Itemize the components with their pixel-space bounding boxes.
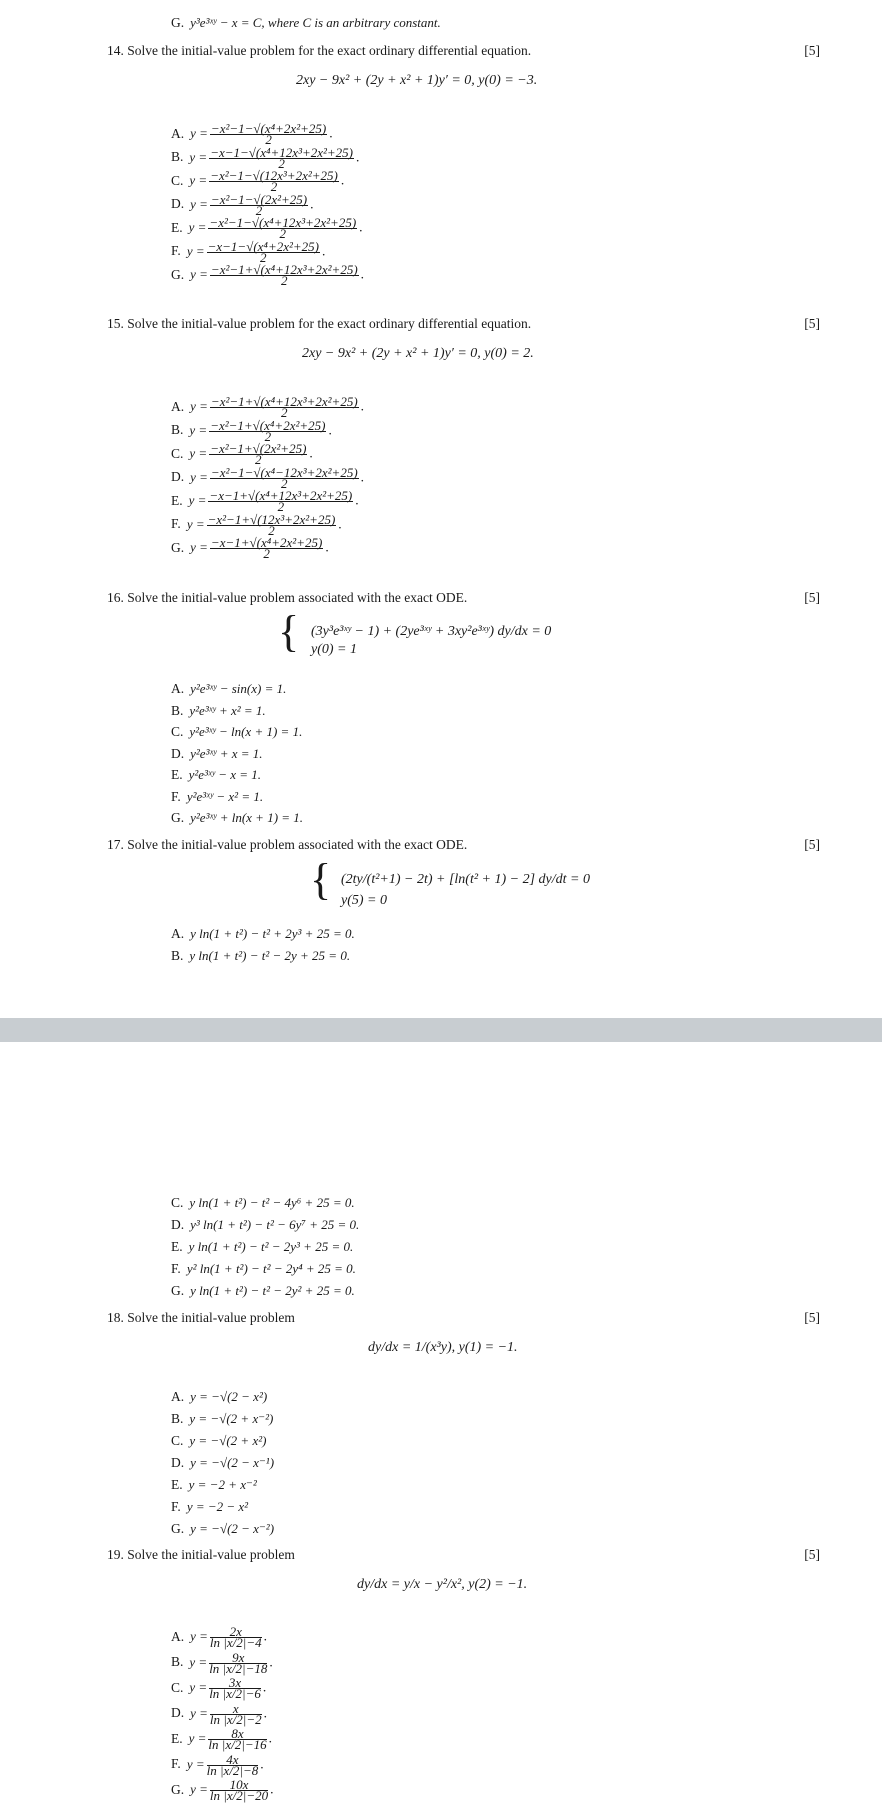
option-label: C.	[171, 445, 184, 461]
question-18-heading: 18. Solve the initial-value problem	[107, 1310, 295, 1325]
page-break-separator	[0, 1018, 882, 1042]
answer-option	[171, 238, 326, 265]
answer-option	[171, 1498, 248, 1516]
fraction-numerator: −x²−1+√(x⁴+12x³+2x²+25)	[210, 394, 358, 409]
question-15-heading: 15. Solve the initial-value problem for the exact ordinary differential equation.	[107, 316, 532, 331]
option-label: F.	[171, 1756, 181, 1772]
fraction-denominator: ln |x/2|−16	[208, 1737, 267, 1752]
fraction-numerator: −x²−1+√(2x²+25)	[210, 441, 307, 456]
option-label: B.	[171, 1654, 184, 1670]
fraction-numerator: 3x	[209, 1678, 261, 1689]
answer-option	[171, 417, 332, 444]
question-17-points: [5]	[804, 837, 820, 852]
option-text: y²e³ˣʸ − x = 1.	[188, 767, 262, 782]
question-16-brace: {	[278, 607, 300, 656]
option-period: .	[356, 149, 360, 165]
option-label: E.	[171, 1477, 183, 1492]
option-fraction	[209, 144, 354, 171]
fraction-denominator: 2	[281, 405, 288, 420]
answer-option	[171, 788, 263, 806]
option-label: A.	[171, 681, 185, 696]
option-text: y²e³ˣʸ + x = 1.	[190, 745, 263, 761]
answer-option	[171, 168, 345, 194]
answer-option	[171, 1520, 274, 1538]
question-17-system-eq: (2ty/(t²+1) − 2t) + [ln(t² + 1) − 2] dy/dt = 0	[341, 872, 590, 887]
answer-option	[171, 809, 303, 827]
option-fraction	[210, 121, 327, 147]
option-label: G.	[171, 1781, 185, 1797]
option-text: y ln(1 + t²) − t² − 2y³ + 25 = 0.	[188, 1239, 354, 1254]
option-period: .	[310, 196, 314, 212]
option-period: .	[263, 1628, 267, 1644]
fraction-numerator: 2x	[210, 1627, 262, 1638]
option-period: .	[270, 1781, 274, 1797]
option-fraction	[209, 417, 326, 444]
option-lhs: y =	[190, 1781, 208, 1797]
option-fraction	[206, 1751, 259, 1778]
answer-option	[171, 394, 365, 420]
option-lhs: y =	[188, 219, 207, 235]
answer-option	[171, 1410, 273, 1428]
option-text: y ln(1 + t²) − t² − 2y² + 25 = 0.	[190, 1283, 355, 1298]
option-text: y = −√(2 + x²)	[189, 1433, 267, 1448]
question-16-system-eq: (3y³e³ˣʸ − 1) + (2ye³ˣʸ + 3xy²e³ˣʸ) dy/dx = 0	[311, 624, 552, 639]
option-fraction	[209, 1700, 262, 1727]
option-text: y² ln(1 + t²) − t² − 2y⁴ + 25 = 0.	[186, 1261, 356, 1276]
option-lhs: y =	[189, 422, 208, 438]
option-label: A.	[171, 1389, 185, 1404]
fraction-denominator: 2	[278, 155, 285, 171]
question-17-system-ic: y(5) = 0	[341, 893, 387, 908]
option-label: A.	[171, 1628, 185, 1644]
option-label: C.	[171, 1433, 184, 1448]
question-17-heading: 17. Solve the initial-value problem associated with the exact ODE.	[107, 837, 468, 852]
option-lhs: y =	[186, 243, 205, 259]
option-lhs: y =	[189, 149, 208, 165]
option-label: F.	[171, 788, 181, 804]
option-fraction	[210, 394, 359, 420]
option-period: .	[309, 445, 313, 461]
answer-option	[171, 1726, 272, 1752]
answer-option	[171, 1282, 355, 1300]
option-label: D.	[171, 1217, 185, 1232]
answer-option	[171, 1432, 266, 1450]
option-lhs: y =	[190, 1705, 208, 1721]
answer-option	[171, 191, 314, 218]
answer-option	[171, 535, 329, 561]
fraction-numerator: −x−1+√(x⁴+2x²+25)	[210, 535, 323, 550]
option-fraction	[207, 238, 320, 265]
option-text: y = −2 − x²	[186, 1499, 249, 1514]
option-fraction	[208, 215, 357, 241]
answer-option	[171, 1194, 355, 1212]
fraction-denominator: ln |x/2|−20	[209, 1788, 269, 1803]
option-text: y ln(1 + t²) − t² − 2y + 25 = 0.	[189, 947, 351, 963]
fraction-denominator: 2	[260, 249, 267, 265]
option-period: .	[359, 219, 363, 235]
option-lhs: y =	[189, 1654, 208, 1670]
answer-option	[171, 144, 360, 171]
option-label: A.	[171, 926, 185, 941]
fraction-denominator: ln |x/2|−4	[209, 1635, 262, 1650]
option-label: E.	[171, 492, 183, 508]
answer-option	[171, 1216, 359, 1234]
option-label: B.	[171, 702, 184, 718]
option-fraction	[210, 262, 359, 288]
fraction-numerator: −x²−1−√(12x³+2x²+25)	[210, 168, 338, 183]
option-period: .	[355, 492, 359, 508]
answer-option	[171, 1700, 267, 1727]
option-text: y²e³ˣʸ + x² = 1.	[189, 702, 266, 718]
option-lhs: y =	[190, 539, 208, 555]
question-18-equation: dy/dx = 1/(x³y), y(1) = −1.	[368, 1340, 518, 1355]
option-lhs: y =	[188, 1730, 207, 1746]
answer-option	[171, 1624, 267, 1650]
answer-option	[171, 1649, 273, 1676]
option-label: C.	[171, 724, 184, 739]
fraction-numerator: x	[210, 1704, 262, 1715]
fraction-numerator: −x²−1−√(x⁴+2x²+25)	[210, 121, 327, 136]
fraction-numerator: 8x	[208, 1729, 266, 1740]
fraction-numerator: −x²−1−√(2x²+25)	[210, 191, 308, 207]
answer-option	[171, 464, 365, 491]
option-label: A.	[171, 398, 185, 414]
option-lhs: y =	[189, 172, 208, 188]
question-17-brace: {	[310, 855, 332, 904]
option-label: G.	[171, 539, 185, 555]
answer-option	[171, 441, 313, 467]
option-fraction	[209, 1649, 268, 1676]
answer-option	[171, 766, 261, 784]
option-label: E.	[171, 1730, 183, 1746]
answer-option	[171, 1454, 274, 1472]
option-text: y³ ln(1 + t²) − t² − 6y⁷ + 25 = 0.	[190, 1217, 360, 1232]
fraction-numerator: −x²−1+√(x⁴+12x³+2x²+25)	[210, 262, 358, 277]
option-text: y²e³ˣʸ − sin(x) = 1.	[190, 681, 287, 696]
fraction-numerator: −x−1+√(x⁴+12x³+2x²+25)	[209, 488, 353, 503]
answer-option	[171, 1388, 267, 1406]
option-text: y = −√(2 − x⁻²)	[190, 1521, 275, 1536]
fraction-denominator: ln |x/2|−2	[209, 1711, 262, 1727]
fraction-denominator: 2	[270, 179, 278, 194]
option-label: C.	[171, 1195, 184, 1210]
fraction-numerator: 9x	[209, 1653, 267, 1664]
option-lhs: y =	[188, 492, 207, 508]
fraction-numerator: −x−1−√(x⁴+2x²+25)	[207, 238, 319, 254]
fraction-denominator: 2	[255, 202, 263, 218]
option-fraction	[209, 1777, 269, 1803]
option-period: .	[260, 1756, 264, 1772]
question-15-points: [5]	[804, 316, 820, 331]
answer-option	[171, 723, 302, 741]
option-text: y = −2 + x⁻²	[188, 1477, 257, 1492]
option-label: F.	[171, 1261, 181, 1276]
option-label: D.	[171, 1705, 185, 1721]
option-text: y = −√(2 − x²)	[190, 1389, 268, 1404]
option-text: y ln(1 + t²) − t² − 4y⁶ + 25 = 0.	[189, 1195, 355, 1210]
option-fraction	[210, 464, 359, 491]
option-period: .	[329, 125, 333, 141]
fraction-numerator: −x²−1+√(12x³+2x²+25)	[207, 511, 336, 527]
question-19-heading: 19. Solve the initial-value problem	[107, 1547, 295, 1562]
option-label: E.	[171, 1239, 183, 1254]
answer-option	[171, 925, 355, 943]
option-label: D.	[171, 196, 185, 212]
option-period: .	[322, 243, 326, 259]
fraction-denominator: 2	[279, 226, 287, 241]
option-label: C.	[171, 172, 184, 188]
answer-option	[171, 121, 333, 147]
fraction-denominator: 2	[281, 475, 288, 491]
option-label: G.	[171, 1521, 185, 1536]
option-period: .	[263, 1705, 267, 1721]
answer-option	[171, 1675, 267, 1701]
answer-option	[171, 262, 365, 288]
option-fraction	[208, 1726, 267, 1752]
option-lhs: y =	[189, 1679, 208, 1695]
answer-option	[171, 680, 286, 698]
option-label: B.	[171, 947, 184, 963]
question-15-equation: 2xy − 9x² + (2y + x² + 1)y′ = 0, y(0) = 2.	[302, 346, 534, 361]
option-period: .	[338, 516, 342, 532]
option-lhs: y =	[186, 516, 205, 532]
option-period: .	[262, 1679, 267, 1695]
fraction-denominator: 2	[268, 522, 275, 538]
option-fraction	[209, 441, 307, 467]
question-18-points: [5]	[804, 1310, 820, 1325]
option-label: G.	[171, 810, 185, 825]
question-19-points: [5]	[804, 1547, 820, 1562]
option-lhs: y =	[190, 1628, 208, 1644]
option-lhs: y =	[190, 469, 208, 485]
question-16-system-ic: y(0) = 1	[311, 642, 357, 657]
option-text: y²e³ˣʸ − ln(x + 1) = 1.	[189, 724, 303, 739]
option-period: .	[340, 172, 345, 188]
answer-option	[171, 1751, 264, 1778]
option-lhs: y =	[190, 266, 208, 282]
prev-option-g: G. y³e³ˣʸ − x = C, where C is an arbitrary constant.	[171, 15, 441, 30]
question-16-heading: 16. Solve the initial-value problem associated with the exact ODE.	[107, 590, 468, 605]
option-fraction	[210, 191, 308, 218]
option-label: G.	[171, 1283, 185, 1298]
option-period: .	[360, 398, 365, 414]
fraction-denominator: 2	[281, 273, 288, 288]
fraction-numerator: 4x	[207, 1755, 259, 1766]
fraction-numerator: −x²−1−√(x⁴+12x³+2x²+25)	[209, 215, 357, 230]
option-label: B.	[171, 149, 184, 165]
fraction-denominator: ln |x/2|−6	[209, 1686, 261, 1701]
question-19-equation: dy/dx = y/x − y²/x², y(2) = −1.	[357, 1577, 528, 1592]
fraction-denominator: 2	[264, 428, 272, 444]
answer-option	[171, 1260, 356, 1278]
option-label: F.	[171, 516, 181, 532]
option-fraction	[210, 535, 323, 561]
option-label: D.	[171, 745, 185, 761]
answer-option	[171, 702, 266, 720]
fraction-denominator: 2	[265, 132, 272, 147]
option-fraction	[209, 168, 339, 194]
answer-option	[171, 1238, 353, 1256]
option-period: .	[325, 539, 329, 555]
fraction-denominator: 2	[255, 452, 262, 467]
option-label: D.	[171, 469, 185, 485]
option-text: y = −√(2 + x⁻²)	[189, 1411, 274, 1426]
exam-page-2	[0, 1042, 882, 1808]
question-16-points: [5]	[804, 590, 820, 605]
fraction-denominator: 2	[263, 546, 270, 561]
option-text: y²e³ˣʸ − x² = 1.	[186, 788, 264, 804]
question-14-points: [5]	[804, 43, 820, 58]
fraction-numerator: −x²−1+√(x⁴+2x²+25)	[210, 417, 326, 433]
answer-option	[171, 1476, 257, 1494]
option-label: F.	[171, 243, 181, 259]
option-fraction	[208, 488, 353, 514]
option-lhs: y =	[189, 445, 208, 461]
fraction-numerator: −x−1−√(x⁴+12x³+2x²+25)	[210, 144, 354, 160]
answer-option	[171, 1777, 274, 1803]
answer-option	[171, 511, 342, 538]
option-label: E.	[171, 219, 183, 235]
option-lhs: y =	[190, 196, 208, 212]
option-label: B.	[171, 422, 184, 438]
answer-option	[171, 215, 363, 241]
option-period: .	[268, 1730, 272, 1746]
fraction-denominator: ln |x/2|−8	[206, 1762, 259, 1778]
option-label: E.	[171, 767, 183, 782]
option-fraction	[209, 1675, 261, 1701]
option-period: .	[360, 266, 365, 282]
option-lhs: y =	[190, 398, 208, 414]
option-label: B.	[171, 1411, 184, 1426]
fraction-numerator: −x²−1−√(x⁴−12x³+2x²+25)	[210, 464, 358, 480]
option-fraction	[207, 511, 337, 538]
option-fraction	[209, 1624, 262, 1650]
option-period: .	[328, 422, 332, 438]
option-period: .	[269, 1654, 273, 1670]
option-label: F.	[171, 1499, 181, 1514]
option-text: y = −√(2 − x⁻¹)	[190, 1455, 275, 1470]
option-lhs: y =	[186, 1756, 205, 1772]
fraction-numerator: 10x	[210, 1780, 268, 1791]
option-label: C.	[171, 1679, 184, 1695]
option-label: A.	[171, 125, 185, 141]
answer-option	[171, 745, 263, 763]
fraction-denominator: ln |x/2|−18	[209, 1660, 268, 1676]
option-label: D.	[171, 1455, 185, 1470]
answer-option	[171, 488, 359, 514]
question-14-equation: 2xy − 9x² + (2y + x² + 1)y′ = 0, y(0) = −3.	[296, 73, 538, 88]
fraction-denominator: 2	[277, 499, 285, 514]
option-label: G.	[171, 266, 185, 282]
option-lhs: y =	[190, 125, 208, 141]
answer-option	[171, 947, 350, 965]
option-text: y²e³ˣʸ + ln(x + 1) = 1.	[190, 810, 304, 825]
question-14-heading: 14. Solve the initial-value problem for the exact ordinary differential equation.	[107, 43, 532, 58]
option-period: .	[360, 469, 365, 485]
option-text: y ln(1 + t²) − t² + 2y³ + 25 = 0.	[190, 926, 355, 941]
